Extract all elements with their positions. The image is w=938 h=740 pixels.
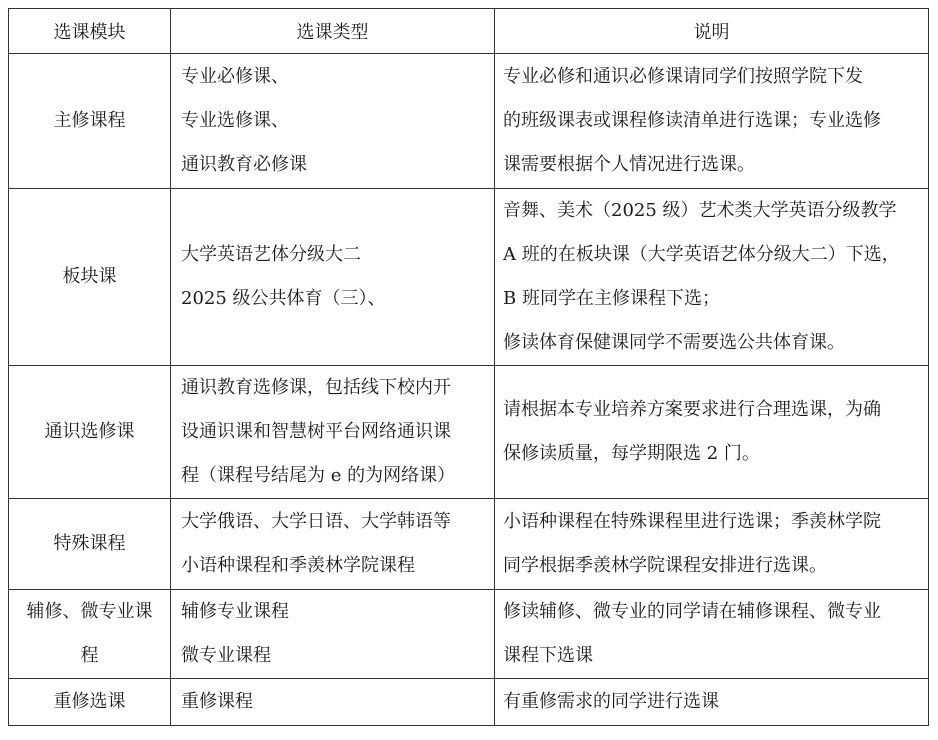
type-line: 专业选修课、	[181, 110, 289, 131]
type-line: 辅修专业课程	[181, 601, 289, 622]
table-row	[9, 679, 929, 726]
type-line: 微专业课程	[181, 645, 271, 666]
description-cell	[495, 54, 929, 189]
description-line: 课程下选课	[503, 645, 593, 666]
description-line: 修读体育保健课同学不需要选公共体育课。	[503, 332, 845, 353]
description-line: 的班级课表或课程修读清单进行选课；专业选修	[503, 110, 881, 131]
header-row	[9, 9, 929, 54]
header-type: 选课类型	[171, 9, 495, 54]
type-line: 设通识课和智慧树平台网络通识课	[181, 421, 451, 442]
type-line: 通识教育必修课	[181, 154, 307, 175]
module-cell	[9, 590, 171, 679]
table-row	[9, 54, 929, 189]
module-line: 程	[80, 645, 99, 666]
description-line: 同学根据季羡林学院课程安排进行选课。	[503, 555, 827, 576]
description-line: 专业必修和通识必修课请同学们按照学院下发	[503, 66, 863, 87]
description-cell	[495, 679, 929, 726]
module-cell	[9, 54, 171, 189]
description-line: A 班的在板块课（大学英语艺体分级大二）下选，	[503, 244, 900, 265]
type-line: 程（课程号结尾为 e 的为网络课）	[181, 465, 456, 486]
type-cell	[171, 189, 495, 366]
module-line: 重修选课	[53, 691, 126, 712]
module-cell	[9, 679, 171, 726]
type-cell	[171, 679, 495, 726]
description-line: 保修读质量，每学期限选 2 门。	[503, 443, 760, 464]
module-cell	[9, 366, 171, 499]
description-line: 小语种课程在特殊课程里进行选课；季羡林学院	[503, 511, 881, 532]
module-line: 主修课程	[53, 110, 126, 131]
description-line: 修读辅修、微专业的同学请在辅修课程、微专业	[503, 601, 881, 622]
description-line: 有重修需求的同学进行选课	[503, 691, 719, 712]
description-line: B 班同学在主修课程下选；	[503, 288, 720, 309]
module-line: 特殊课程	[53, 533, 126, 554]
description-cell	[495, 366, 929, 499]
type-line: 大学英语艺体分级大二	[181, 244, 361, 265]
type-cell	[171, 499, 495, 590]
description-cell	[495, 590, 929, 679]
description-line: 课需要根据个人情况进行选课。	[503, 154, 755, 175]
type-line: 小语种课程和季羡林学院课程	[181, 555, 415, 576]
type-cell	[171, 590, 495, 679]
description-cell	[495, 499, 929, 590]
module-cell	[9, 189, 171, 366]
table-row	[9, 590, 929, 679]
type-line: 通识教育选修课，包括线下校内开	[181, 377, 451, 398]
type-line: 2025 级公共体育（三）、	[181, 288, 386, 309]
description-line: 请根据本专业培养方案要求进行合理选课，为确	[503, 399, 881, 420]
type-line: 专业必修课、	[181, 66, 289, 87]
table-row	[9, 189, 929, 366]
type-cell	[171, 366, 495, 499]
table-row	[9, 499, 929, 590]
table-row	[9, 366, 929, 499]
type-cell	[171, 54, 495, 189]
description-cell	[495, 189, 929, 366]
course-selection-table	[8, 8, 929, 726]
type-line: 大学俄语、大学日语、大学韩语等	[181, 511, 451, 532]
module-line: 辅修、微专业课	[26, 601, 153, 622]
description-line: 音舞、美术（2025 级）艺术类大学英语分级教学	[503, 200, 897, 221]
header-description: 说明	[495, 9, 929, 54]
type-line: 重修课程	[181, 691, 253, 712]
module-line: 通识选修课	[44, 421, 135, 442]
module-line: 板块课	[62, 266, 117, 287]
header-module: 选课模块	[9, 9, 171, 54]
module-cell	[9, 499, 171, 590]
